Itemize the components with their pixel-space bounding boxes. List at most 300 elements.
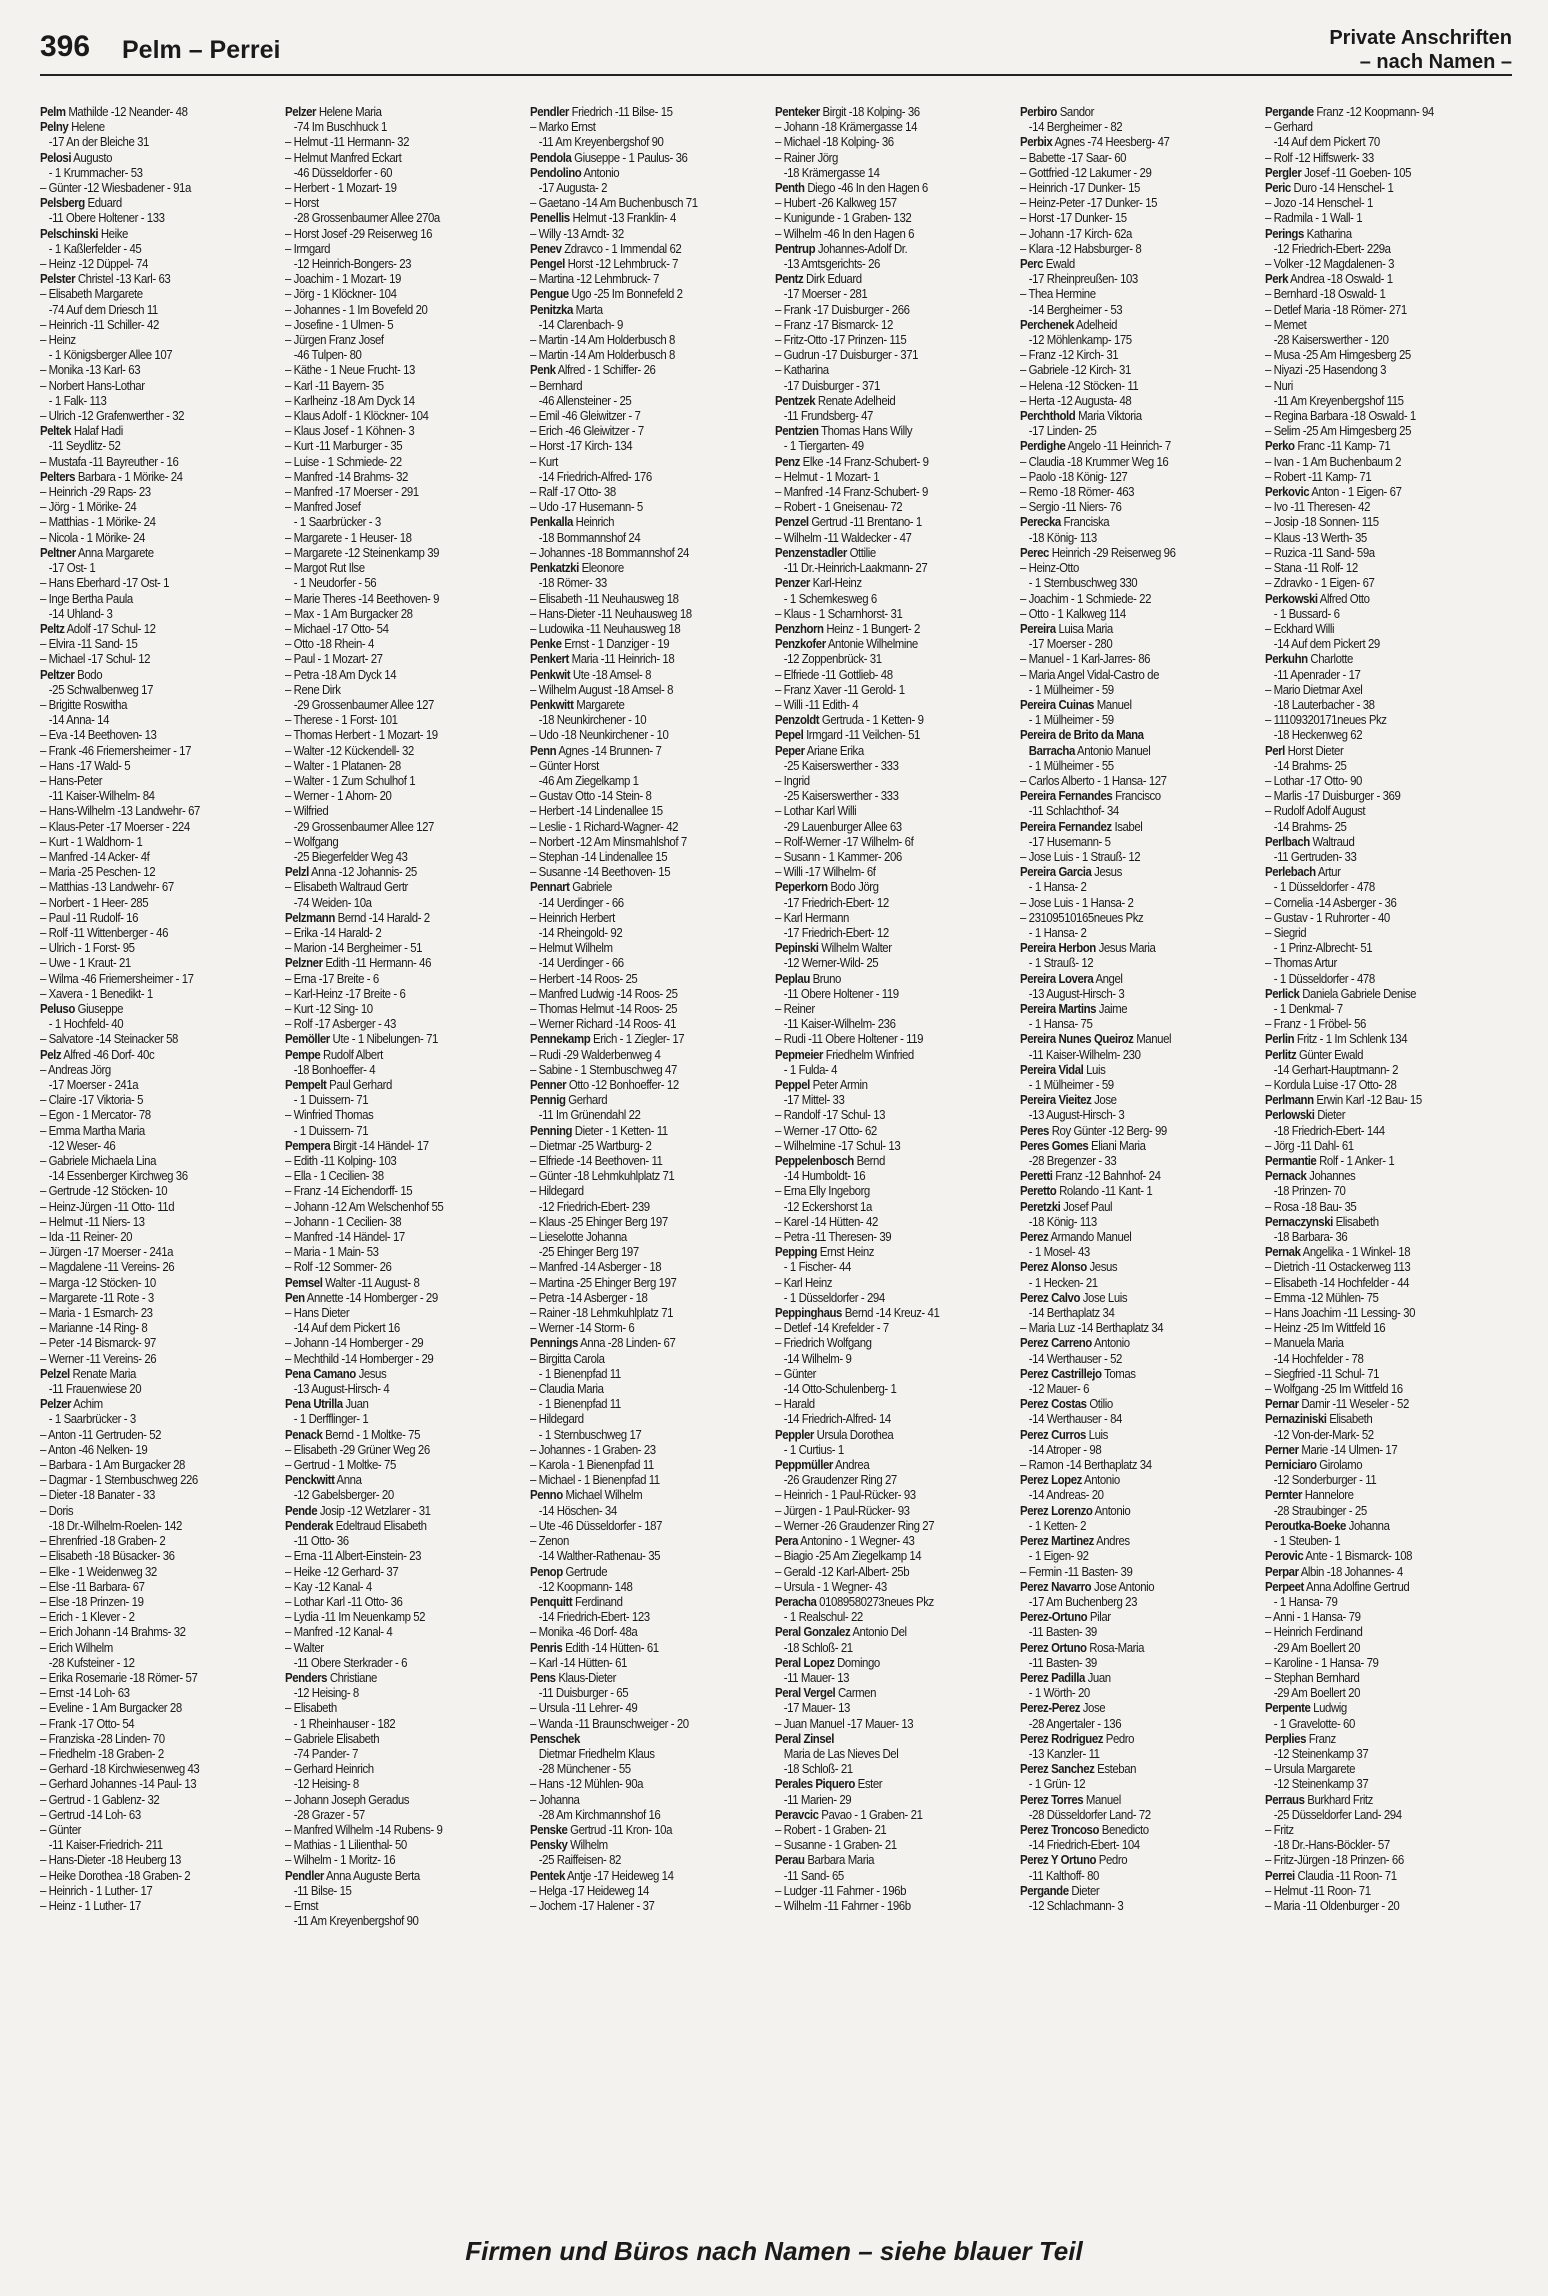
directory-entry: -11 Am Kreyenbergshof 115 <box>1273 392 1404 408</box>
directory-entry: – Maria - 1 Main- 53 <box>285 1244 379 1260</box>
directory-entry: Peltzer Bodo <box>40 666 103 682</box>
directory-entry: - 1 Mülheimer - 59 <box>1028 681 1114 697</box>
directory-entry: – Jürgen -17 Moerser - 241a <box>40 1244 174 1260</box>
directory-entry: – Thomas Helmut -14 Roos- 25 <box>530 1000 678 1016</box>
directory-entry: – Mustafa -11 Bayreuther - 16 <box>40 453 179 469</box>
directory-entry: – Marianne -14 Ring- 8 <box>40 1320 148 1336</box>
directory-entry: Pereira de Brito da Mana <box>1020 727 1144 743</box>
directory-entry: Pereira Fernandes Francisco <box>1020 788 1161 804</box>
directory-entry: – Gerhard Johannes -14 Paul- 13 <box>40 1776 197 1792</box>
directory-entry: – Rosa -18 Bau- 35 <box>1265 1198 1357 1214</box>
directory-entry: Pempelt Paul Gerhard <box>285 1077 392 1092</box>
directory-entry: – Marion -14 Bergheimer - 51 <box>285 940 423 956</box>
directory-entry: Pelschinski Heike <box>40 225 128 241</box>
directory-entry: – Heinz-Otto <box>1020 560 1079 576</box>
directory-entry: – Dieter -18 Banater - 33 <box>40 1487 155 1503</box>
directory-entry: -18 Bommannshof 24 <box>538 529 641 545</box>
directory-entry: – Zenon <box>530 1533 569 1549</box>
directory-entry: – Rolf -12 Hiffswerk- 33 <box>1265 149 1374 165</box>
directory-entry: – Günter Horst <box>530 757 599 773</box>
directory-entry: -28 Grossenbaumer Allee 270a <box>293 210 440 226</box>
directory-entry: Penop Gertrude <box>530 1563 608 1579</box>
directory-entry: -11 Obere Holtener - 133 <box>48 210 165 226</box>
directory-entry: – Claire -17 Viktoria- 5 <box>40 1092 144 1108</box>
directory-entry: – Detlef -14 Krefelder - 7 <box>775 1320 889 1336</box>
directory-entry: -18 Bonhoeffer- 4 <box>293 1061 376 1077</box>
directory-entry: -18 König- 113 <box>1028 1213 1097 1229</box>
directory-entry: Pentzek Renate Adelheid <box>775 392 896 408</box>
directory-entry: Peltek Halaf Hadi <box>40 423 123 439</box>
directory-entry: Pereira Garcia Jesus <box>1020 864 1122 880</box>
directory-entry: -11 Kaiser-Wilhelm- 236 <box>783 1016 896 1032</box>
directory-entry: Pereira Herbon Jesus Maria <box>1020 940 1156 956</box>
directory-entry: -12 Koopmann- 148 <box>538 1578 633 1594</box>
directory-entry: Pennings Anna -28 Linden- 67 <box>530 1335 676 1351</box>
directory-entry: – Herbert -14 Roos- 25 <box>530 970 638 986</box>
directory-entry: Pennekamp Erich - 1 Ziegler- 17 <box>530 1031 685 1047</box>
directory-entry: Penev Zdravco - 1 Immendal 62 <box>530 240 682 256</box>
directory-entry: - 1 Sternbuschweg 17 <box>538 1426 642 1442</box>
directory-entry: Pelters Barbara - 1 Mörike- 24 <box>40 468 183 484</box>
directory-entry: -11 Am Kreyenbergshof 90 <box>538 134 664 150</box>
directory-entry: – Lieselotte Johanna <box>530 1229 627 1245</box>
directory-entry: – Kurt -12 Sing- 10 <box>285 1000 373 1016</box>
directory-entry: -17 Moerser - 241a <box>48 1077 139 1092</box>
directory-entry: - 1 Saarbrücker - 3 <box>293 514 381 530</box>
directory-entry: -17 Linden- 25 <box>1028 423 1097 439</box>
directory-entry: – Hans-Dieter -11 Neuhausweg 18 <box>530 605 692 621</box>
directory-entry: -18 Dr.-Wilhelm-Roelen- 142 <box>48 1517 182 1533</box>
directory-entry: -14 Bergheimer - 53 <box>1028 301 1123 317</box>
directory-entry: – Gabriele Elisabeth <box>285 1730 380 1746</box>
directory-entry: – Petra -14 Asberger - 18 <box>530 1289 648 1305</box>
directory-entry: – Walter <box>285 1639 324 1655</box>
directory-entry: - 1 Hansa- 79 <box>1273 1593 1338 1609</box>
directory-entry: - 1 Hecken- 21 <box>1028 1274 1098 1290</box>
directory-entry: - 1 Schemkesweg 6 <box>783 590 877 606</box>
directory-entry: Peppler Ursula Dorothea <box>775 1426 894 1442</box>
directory-entry: -14 Anna- 14 <box>48 712 110 728</box>
directory-entry: Pendolino Antonio <box>530 164 620 180</box>
directory-entry: Pereira Vidal Luis <box>1020 1061 1106 1077</box>
directory-entry: – Thomas Herbert - 1 Mozart- 19 <box>285 727 438 743</box>
directory-entry: Penke Ernst - 1 Danziger - 19 <box>530 636 670 652</box>
directory-entry: Penitzka Marta <box>530 301 603 317</box>
directory-entry: -17 Moerser - 280 <box>1028 636 1113 652</box>
directory-entry: -17 Am Buchenberg 23 <box>1028 1593 1138 1609</box>
directory-entry: Penzel Gertrud -11 Brentano- 1 <box>775 514 922 530</box>
directory-entry: – Claudia Maria <box>530 1381 604 1397</box>
directory-entry: – Gustav Otto -14 Stein- 8 <box>530 788 652 804</box>
directory-entry: -14 Clarenbach- 9 <box>538 316 623 332</box>
directory-entry: -11 Obere Holtener - 119 <box>783 985 899 1001</box>
directory-entry: -25 Kaiserswerther - 333 <box>783 788 899 804</box>
directory-entry: – Elisabeth -29 Grüner Weg 26 <box>285 1441 430 1457</box>
directory-entry: – Franz -17 Bismarck- 12 <box>775 316 893 332</box>
directory-entry: – Otto -18 Rhein- 4 <box>285 636 374 652</box>
directory-entry: - 1 Mosel- 43 <box>1028 1244 1090 1260</box>
directory-entry: – Inge Bertha Paula <box>40 590 133 606</box>
directory-entry: -18 Lauterbacher - 38 <box>1273 696 1375 712</box>
directory-entry: Perez Ortuno Rosa-Maria <box>1020 1639 1145 1655</box>
directory-entry: -28 Grazer - 57 <box>293 1806 365 1822</box>
footer-note: Firmen und Büros nach Namen – siehe blauer Teil <box>465 2236 1083 2266</box>
directory-entry: – Elvira -11 Sand- 15 <box>40 636 138 652</box>
directory-entry: - 1 Wörth- 20 <box>1028 1685 1090 1701</box>
directory-entry: -18 Schloß- 21 <box>783 1639 853 1655</box>
directory-entry: – Klara -12 Habsburger- 8 <box>1020 240 1142 256</box>
directory-entry: Perez Troncoso Benedicto <box>1020 1821 1149 1837</box>
directory-entry: Penzenstadler Ottilie <box>775 544 876 560</box>
directory-entry: Peral Vergel Carmen <box>775 1685 877 1701</box>
directory-entry: – Wilhelm -11 Waldecker - 47 <box>775 529 912 545</box>
directory-entry: – Randolf -17 Schul- 13 <box>775 1107 886 1123</box>
directory-entry: – Norbert Hans-Lothar <box>40 377 145 393</box>
directory-entry: – Ernst <box>285 1897 319 1913</box>
directory-entry: – Manfred -14 Brahms- 32 <box>285 468 408 484</box>
directory-entry: Perez Carreno Antonio <box>1020 1335 1130 1351</box>
directory-entry: – Franz -14 Eichendorff- 15 <box>285 1183 413 1199</box>
directory-entry: – Gertrud - 1 Gablenz- 32 <box>40 1791 160 1807</box>
directory-entry: – Wilhelm -11 Fahrner - 196b <box>775 1897 911 1913</box>
directory-entry: -18 Neunkirchener - 10 <box>538 712 647 728</box>
directory-entry: -29 Lauenburger Allee 63 <box>783 818 902 834</box>
directory-column-5 <box>1020 104 1236 2176</box>
directory-entry: – Heinrich -11 Schiller- 42 <box>40 316 159 332</box>
directory-entry: Perez Sanchez Esteban <box>1020 1761 1137 1777</box>
directory-entry: Pereira Nunes Queiroz Manuel <box>1020 1031 1172 1047</box>
directory-column-6 <box>1265 104 1481 2176</box>
directory-entry: -18 Krämergasse 14 <box>783 164 880 180</box>
directory-entry: – Ivo -11 Theresen- 42 <box>1265 499 1371 515</box>
directory-entry: - 1 Mülheimer - 59 <box>1028 1077 1114 1092</box>
directory-entry: Perpeet Anna Adolfine Gertrud <box>1265 1578 1410 1594</box>
directory-entry: Peppel Peter Armin <box>775 1077 868 1092</box>
directory-entry: – Erna -11 Albert-Einstein- 23 <box>285 1548 422 1564</box>
directory-entry: Pepmeier Friedhelm Winfried <box>775 1046 914 1062</box>
directory-entry: – Wilhelm August -18 Amsel- 8 <box>530 681 674 697</box>
directory-entry: -11 Obere Sterkrader - 6 <box>293 1654 408 1670</box>
directory-entry: – Birgitta Carola <box>530 1350 605 1366</box>
directory-entry: Perplies Franz <box>1265 1730 1336 1746</box>
directory-entry: – Nuri <box>1265 377 1293 393</box>
directory-entry: – Franz Xaver -11 Gerold- 1 <box>775 681 905 697</box>
directory-entry: – Wolfgang -25 Im Wittfeld 16 <box>1265 1381 1403 1397</box>
directory-entry: Pernack Johannes <box>1265 1168 1356 1184</box>
directory-entry: – Gabriele -12 Kirch- 31 <box>1020 362 1131 378</box>
directory-entry: – 23109510165neues Pkz <box>1020 909 1144 925</box>
directory-entry: Pentek Antje -17 Heideweg 14 <box>530 1867 674 1883</box>
directory-entry: - 1 Hansa- 75 <box>1028 1016 1093 1032</box>
directory-entry: Perkuhn Charlotte <box>1265 651 1353 667</box>
directory-entry: Penkatzki Eleonore <box>530 560 624 576</box>
section-heading <box>1329 26 1512 74</box>
directory-entry: – Therese - 1 Forst- 101 <box>285 712 398 728</box>
directory-entry: Perez Navarro Jose Antonio <box>1020 1578 1155 1594</box>
directory-entry: – Matthias - 1 Mörike- 24 <box>40 514 156 530</box>
directory-entry: Peres Roy Günter -12 Berg- 99 <box>1020 1122 1167 1138</box>
directory-entry: Pera Antonino - 1 Wegner- 43 <box>775 1533 915 1549</box>
directory-entry: Perez Lopez Antonio <box>1020 1472 1120 1488</box>
directory-entry: Pereira Martins Jaime <box>1020 1000 1128 1016</box>
directory-entry: – Dietrich -11 Ostackerweg 113 <box>1265 1259 1411 1275</box>
directory-entry: -28 Angertaler - 136 <box>1028 1715 1122 1731</box>
directory-entry: -17 Augusta- 2 <box>538 180 608 196</box>
directory-entry: – Emil -46 Gleiwitzer - 7 <box>530 408 641 424</box>
directory-entry: – Andreas Jörg <box>40 1061 111 1077</box>
directory-entry: -11 Basten- 39 <box>1028 1654 1097 1670</box>
directory-entry: – Ute -46 Düsseldorfer - 187 <box>530 1517 663 1533</box>
directory-entry: – Willi -11 Edith- 4 <box>775 696 859 712</box>
directory-entry: – Ursula Margarete <box>1265 1761 1356 1777</box>
directory-entry: Peppelenbosch Bernd <box>775 1153 885 1169</box>
directory-entry: - 1 Prinz-Albrecht- 51 <box>1273 940 1373 956</box>
directory-entry: -17 Friedrich-Ebert- 12 <box>783 924 889 940</box>
directory-entry: – Gerhard -18 Kirchwiesenweg 43 <box>40 1761 200 1777</box>
directory-entry: – Helmut -11 Roon- 71 <box>1265 1882 1371 1898</box>
directory-entry: Perlebach Artur <box>1265 864 1341 880</box>
directory-entry: -11 Basten- 39 <box>1028 1624 1097 1640</box>
directory-entry: – Rainer Jörg <box>775 149 838 165</box>
directory-entry: – Regina Barbara -18 Oswald- 1 <box>1265 408 1416 424</box>
directory-entry: – Walter - 1 Platanen- 28 <box>285 757 401 773</box>
directory-entry: – Remo -18 Römer- 463 <box>1020 484 1135 500</box>
directory-entry: – Maria Luz -14 Berthaplatz 34 <box>1020 1320 1164 1336</box>
directory-entry: – Elisabeth -11 Neuhausweg 18 <box>530 590 679 606</box>
directory-entry: – Gerhard <box>1265 119 1313 135</box>
directory-entry: – Eva -14 Beethoven- 13 <box>40 727 157 743</box>
directory-entry: -28 Straubinger - 25 <box>1273 1502 1367 1518</box>
directory-column-2 <box>285 104 501 2176</box>
directory-entry: – Siegfried -11 Schul- 71 <box>1265 1365 1380 1381</box>
directory-entry: – Manfred Josef <box>285 499 361 515</box>
directory-entry: – Elfriede -14 Beethoven- 11 <box>530 1153 663 1169</box>
directory-entry: – Stephan -14 Lindenallee 15 <box>530 848 668 864</box>
directory-entry: -25 Kaiserswerther - 333 <box>783 757 899 773</box>
directory-entry: Peral Zinsel <box>775 1730 834 1746</box>
directory-entry: – Werner Richard -14 Roos- 41 <box>530 1016 676 1032</box>
directory-entry: – Kunigunde - 1 Graben- 132 <box>775 210 912 226</box>
directory-entry: – Thomas Artur <box>1265 955 1337 971</box>
directory-entry: -11 Kaiser-Friedrich- 211 <box>48 1837 163 1853</box>
page-title: Pelm – Perrei <box>122 36 281 64</box>
directory-entry: Penkwitt Margarete <box>530 696 625 712</box>
directory-entry: -25 Raiffeisen- 82 <box>538 1852 621 1868</box>
directory-entry: Peracha 01089580273neues Pkz <box>775 1593 934 1609</box>
directory-entry: Perpar Albin -18 Johannes- 4 <box>1265 1563 1403 1579</box>
directory-entry: – Klaus Josef - 1 Köhnen- 3 <box>285 423 415 439</box>
directory-entry: Perc Ewald <box>1020 256 1075 272</box>
directory-entry: – Michael -17 Schul- 12 <box>40 651 151 667</box>
directory-entry: – Elisabeth -14 Hochfelder - 44 <box>1265 1274 1410 1290</box>
directory-entry: Pende Josip -12 Wetzlarer - 31 <box>285 1502 431 1518</box>
directory-entry: – Wanda -11 Braunschweiger - 20 <box>530 1715 689 1731</box>
directory-entry: Perbiro Sandor <box>1020 104 1094 119</box>
directory-entry: – Elisabeth Waltraud Gertr <box>285 879 408 895</box>
directory-entry: – Lothar -17 Otto- 90 <box>1265 772 1362 788</box>
directory-entry: – Paolo -18 König- 127 <box>1020 468 1128 484</box>
directory-entry: – Helena -12 Stöcken- 11 <box>1020 377 1139 393</box>
directory-entry: – Erna Elly Ingeborg <box>775 1183 870 1199</box>
directory-entry: Penzhorn Heinz - 1 Bungert- 2 <box>775 620 920 636</box>
directory-entry: Pendler Anna Auguste Berta <box>285 1867 420 1883</box>
directory-entry: Peltner Anna Margarete <box>40 544 154 560</box>
directory-entry: – Otto - 1 Kalkweg 114 <box>1020 605 1126 621</box>
directory-entry: - 1 Hansa- 2 <box>1028 879 1087 895</box>
directory-entry: Pensky Wilhelm <box>530 1837 608 1853</box>
directory-entry: Pereira Fernandez Isabel <box>1020 818 1143 834</box>
directory-entry: Pennig Gerhard <box>530 1092 608 1108</box>
directory-entry: -28 Kaiserswerther - 120 <box>1273 332 1389 348</box>
directory-entry: – Frank -17 Otto- 54 <box>40 1715 135 1731</box>
directory-entry: – Werner -17 Otto- 62 <box>775 1122 877 1138</box>
directory-entry: Pelzl Anna -12 Johannis- 25 <box>285 864 417 880</box>
directory-entry: Perez Lorenzo Antonio <box>1020 1502 1131 1518</box>
directory-entry: – Bernhard -18 Oswald- 1 <box>1265 286 1386 302</box>
directory-entry: – Biagio -25 Am Ziegelkamp 14 <box>775 1548 922 1564</box>
directory-entry: -14 Friedrich-Alfred- 14 <box>783 1411 891 1427</box>
directory-entry: Penzkofer Antonie Wilhelmine <box>775 636 918 652</box>
directory-entry: - 1 Falk- 113 <box>48 392 107 408</box>
directory-entry: – Maria -11 Oldenburger - 20 <box>1265 1897 1400 1913</box>
directory-entry: – Johannes - 1 Im Bovefeld 20 <box>285 301 428 317</box>
directory-column-3 <box>530 104 746 2176</box>
directory-entry: – Gerhard Heinrich <box>285 1761 374 1777</box>
directory-entry: – Anni - 1 Hansa- 79 <box>1265 1609 1361 1625</box>
directory-entry: – Horst -17 Dunker- 15 <box>1020 210 1127 226</box>
directory-entry: -26 Graudenzer Ring 27 <box>783 1472 897 1488</box>
directory-entry: Peretti Franz -12 Bahnhof- 24 <box>1020 1168 1161 1184</box>
directory-entry: -17 Rheinpreußen- 103 <box>1028 271 1138 287</box>
directory-entry: -12 Friedrich-Ebert- 229a <box>1273 240 1391 256</box>
directory-entry: – Heinz - 1 Luther- 17 <box>40 1897 141 1913</box>
directory-entry: – Johannes -18 Bommannshof 24 <box>530 544 689 560</box>
directory-entry: – Kay -12 Kanal- 4 <box>285 1578 372 1594</box>
directory-entry: -11 Sand- 65 <box>783 1867 844 1883</box>
directory-entry: – Hans Dieter <box>285 1305 350 1321</box>
directory-entry: – Carlos Alberto - 1 Hansa- 127 <box>1020 772 1167 788</box>
directory-entry: - 1 Duissern- 71 <box>293 1092 369 1108</box>
directory-entry: Peltz Adolf -17 Schul- 12 <box>40 620 156 636</box>
directory-entry: - 1 Königsberger Allee 107 <box>48 347 173 363</box>
directory-entry: - 1 Gravelotte- 60 <box>1273 1715 1355 1731</box>
directory-entry: Pempera Birgit -14 Händel- 17 <box>285 1137 429 1153</box>
directory-entry: -12 Friedrich-Ebert- 239 <box>538 1198 650 1214</box>
directory-entry: Pelzner Edith -11 Hermann- 46 <box>285 955 432 971</box>
directory-entry: – Irmgard <box>285 240 331 256</box>
directory-entry: – Ivan - 1 Am Buchenbaum 2 <box>1265 453 1402 469</box>
directory-entry: -14 Uerdinger - 66 <box>538 955 624 971</box>
directory-entry: – Hans -17 Wald- 5 <box>40 757 131 773</box>
directory-entry: – Ramon -14 Berthaplatz 34 <box>1020 1457 1152 1473</box>
directory-entry: – Edith -11 Kolping- 103 <box>285 1153 397 1169</box>
directory-entry: -14 Auf dem Pickert 29 <box>1273 636 1380 652</box>
directory-entry: – Lothar Karl Willi <box>775 803 857 819</box>
directory-entry: – Cornelia -14 Asberger - 36 <box>1265 894 1397 910</box>
directory-entry: -74 Weiden- 10a <box>293 894 372 910</box>
directory-entry: Penz Elke -14 Franz-Schubert- 9 <box>775 453 929 469</box>
directory-entry: -13 Kanzler- 11 <box>1028 1745 1100 1761</box>
directory-entry: – Ruzica -11 Sand- 59a <box>1265 544 1375 560</box>
directory-entry: – Jürgen Franz Josef <box>285 332 384 348</box>
directory-entry: – Rudi -29 Walderbenweg 4 <box>530 1046 661 1062</box>
directory-entry: – Johann -14 Homberger - 29 <box>285 1335 424 1351</box>
directory-entry: -74 Auf dem Driesch 11 <box>48 301 158 317</box>
directory-entry: Pernaczynski Elisabeth <box>1265 1213 1379 1229</box>
section-heading-line-2: – nach Namen – <box>1359 51 1512 73</box>
directory-entry: -14 Werthauser - 84 <box>1028 1411 1122 1427</box>
directory-entry: -14 Hochfelder - 78 <box>1273 1350 1364 1366</box>
directory-entry: Pendola Giuseppe - 1 Paulus- 36 <box>530 149 688 165</box>
directory-entry: – Margarete -11 Rote - 3 <box>40 1289 154 1305</box>
directory-entry: – Zdravko - 1 Eigen- 67 <box>1265 575 1375 591</box>
directory-entry: Penk Alfred - 1 Schiffer- 26 <box>530 362 656 378</box>
directory-entry: - 1 Bienenpfad 11 <box>538 1396 621 1412</box>
directory-entry: – Stephan Bernhard <box>1265 1669 1360 1685</box>
directory-entry: -12 Werner-Wild- 25 <box>783 955 879 971</box>
directory-entry: -17 An der Bleiche 31 <box>48 134 149 150</box>
directory-entry: -18 Heckenweg 62 <box>1273 727 1363 743</box>
directory-entry: -14 Rheingold- 92 <box>538 924 623 940</box>
directory-entry: – Ingrid <box>775 772 810 788</box>
directory-entry: Penning Dieter - 1 Ketten- 11 <box>530 1122 668 1138</box>
directory-entry: - 1 Curtius- 1 <box>783 1441 844 1457</box>
directory-entry: Penris Edith -14 Hütten- 61 <box>530 1639 659 1655</box>
directory-entry: – Josip -18 Sonnen- 115 <box>1265 514 1379 530</box>
directory-entry: -29 Am Boellert 20 <box>1273 1685 1360 1701</box>
directory-entry: – Maria - 1 Esmarch- 23 <box>40 1305 153 1321</box>
directory-entry: – Gottfried -12 Lakumer - 29 <box>1020 164 1152 180</box>
directory-entry: – Bernhard <box>530 377 583 393</box>
directory-entry: Barracha Antonio Manuel <box>1028 742 1151 758</box>
directory-entry: – Rainer -18 Lehmkuhlplatz 71 <box>530 1305 674 1321</box>
directory-entry: -13 August-Hirsch- 3 <box>1028 1107 1125 1123</box>
directory-entry: – Else -18 Prinzen- 19 <box>40 1593 144 1609</box>
directory-entry: – Rolf -11 Wittenberger - 46 <box>40 924 168 940</box>
directory-entry: - 1 Fischer- 44 <box>783 1259 851 1275</box>
directory-entry: Perlin Fritz - 1 Im Schlenk 134 <box>1265 1031 1408 1047</box>
directory-entry: -14 Andreas- 20 <box>1028 1487 1104 1503</box>
directory-entry: Perec Heinrich -29 Reiserweg 96 <box>1020 544 1176 560</box>
directory-entry: – Margarete - 1 Heuser- 18 <box>285 529 412 545</box>
directory-entry: – Karola - 1 Bienenpfad 11 <box>530 1457 654 1473</box>
directory-entry: – Marlis -17 Duisburger - 369 <box>1265 788 1401 804</box>
directory-entry: Perau Barbara Maria <box>775 1852 875 1868</box>
directory-entry: -11 Bilse- 15 <box>293 1882 352 1898</box>
directory-entry: - 1 Denkmal- 7 <box>1273 1000 1343 1016</box>
directory-entry: – Heinz-Peter -17 Dunker- 15 <box>1020 195 1158 211</box>
directory-entry: – Karl Heinz <box>775 1274 833 1290</box>
directory-entry: Penske Gertrud -11 Kron- 10a <box>530 1821 673 1837</box>
directory-entry: -18 Prinzen- 70 <box>1273 1183 1346 1199</box>
directory-entry: – Susann - 1 Kammer- 206 <box>775 848 902 864</box>
directory-entry: -18 König- 113 <box>1028 529 1097 545</box>
directory-entry: – Robert - 1 Graben- 21 <box>775 1821 887 1837</box>
directory-entry: Pepel Irmgard -11 Veilchen- 51 <box>775 727 920 743</box>
directory-entry: – Ursula -11 Lehrer- 49 <box>530 1700 638 1716</box>
directory-entry: Penderak Edeltraud Elisabeth <box>285 1517 427 1533</box>
directory-entry: – Gertrud -14 Loh- 63 <box>40 1806 141 1822</box>
directory-entry: -11 Gertruden- 33 <box>1273 848 1357 864</box>
directory-entry: – Erika -14 Harald- 2 <box>285 924 382 940</box>
directory-entry: – Gabriele Michaela Lina <box>40 1153 156 1169</box>
directory-entry: Pergande Franz -12 Koopmann- 94 <box>1265 104 1434 119</box>
directory-entry: Perez Castrillejo Tomas <box>1020 1365 1136 1381</box>
directory-entry: – Margot Rut Ilse <box>285 560 365 576</box>
directory-entry: – Reiner <box>775 1000 815 1016</box>
directory-entry: Penkert Maria -11 Heinrich- 18 <box>530 651 675 667</box>
directory-entry: – Maria Angel Vidal-Castro de <box>1020 666 1160 682</box>
